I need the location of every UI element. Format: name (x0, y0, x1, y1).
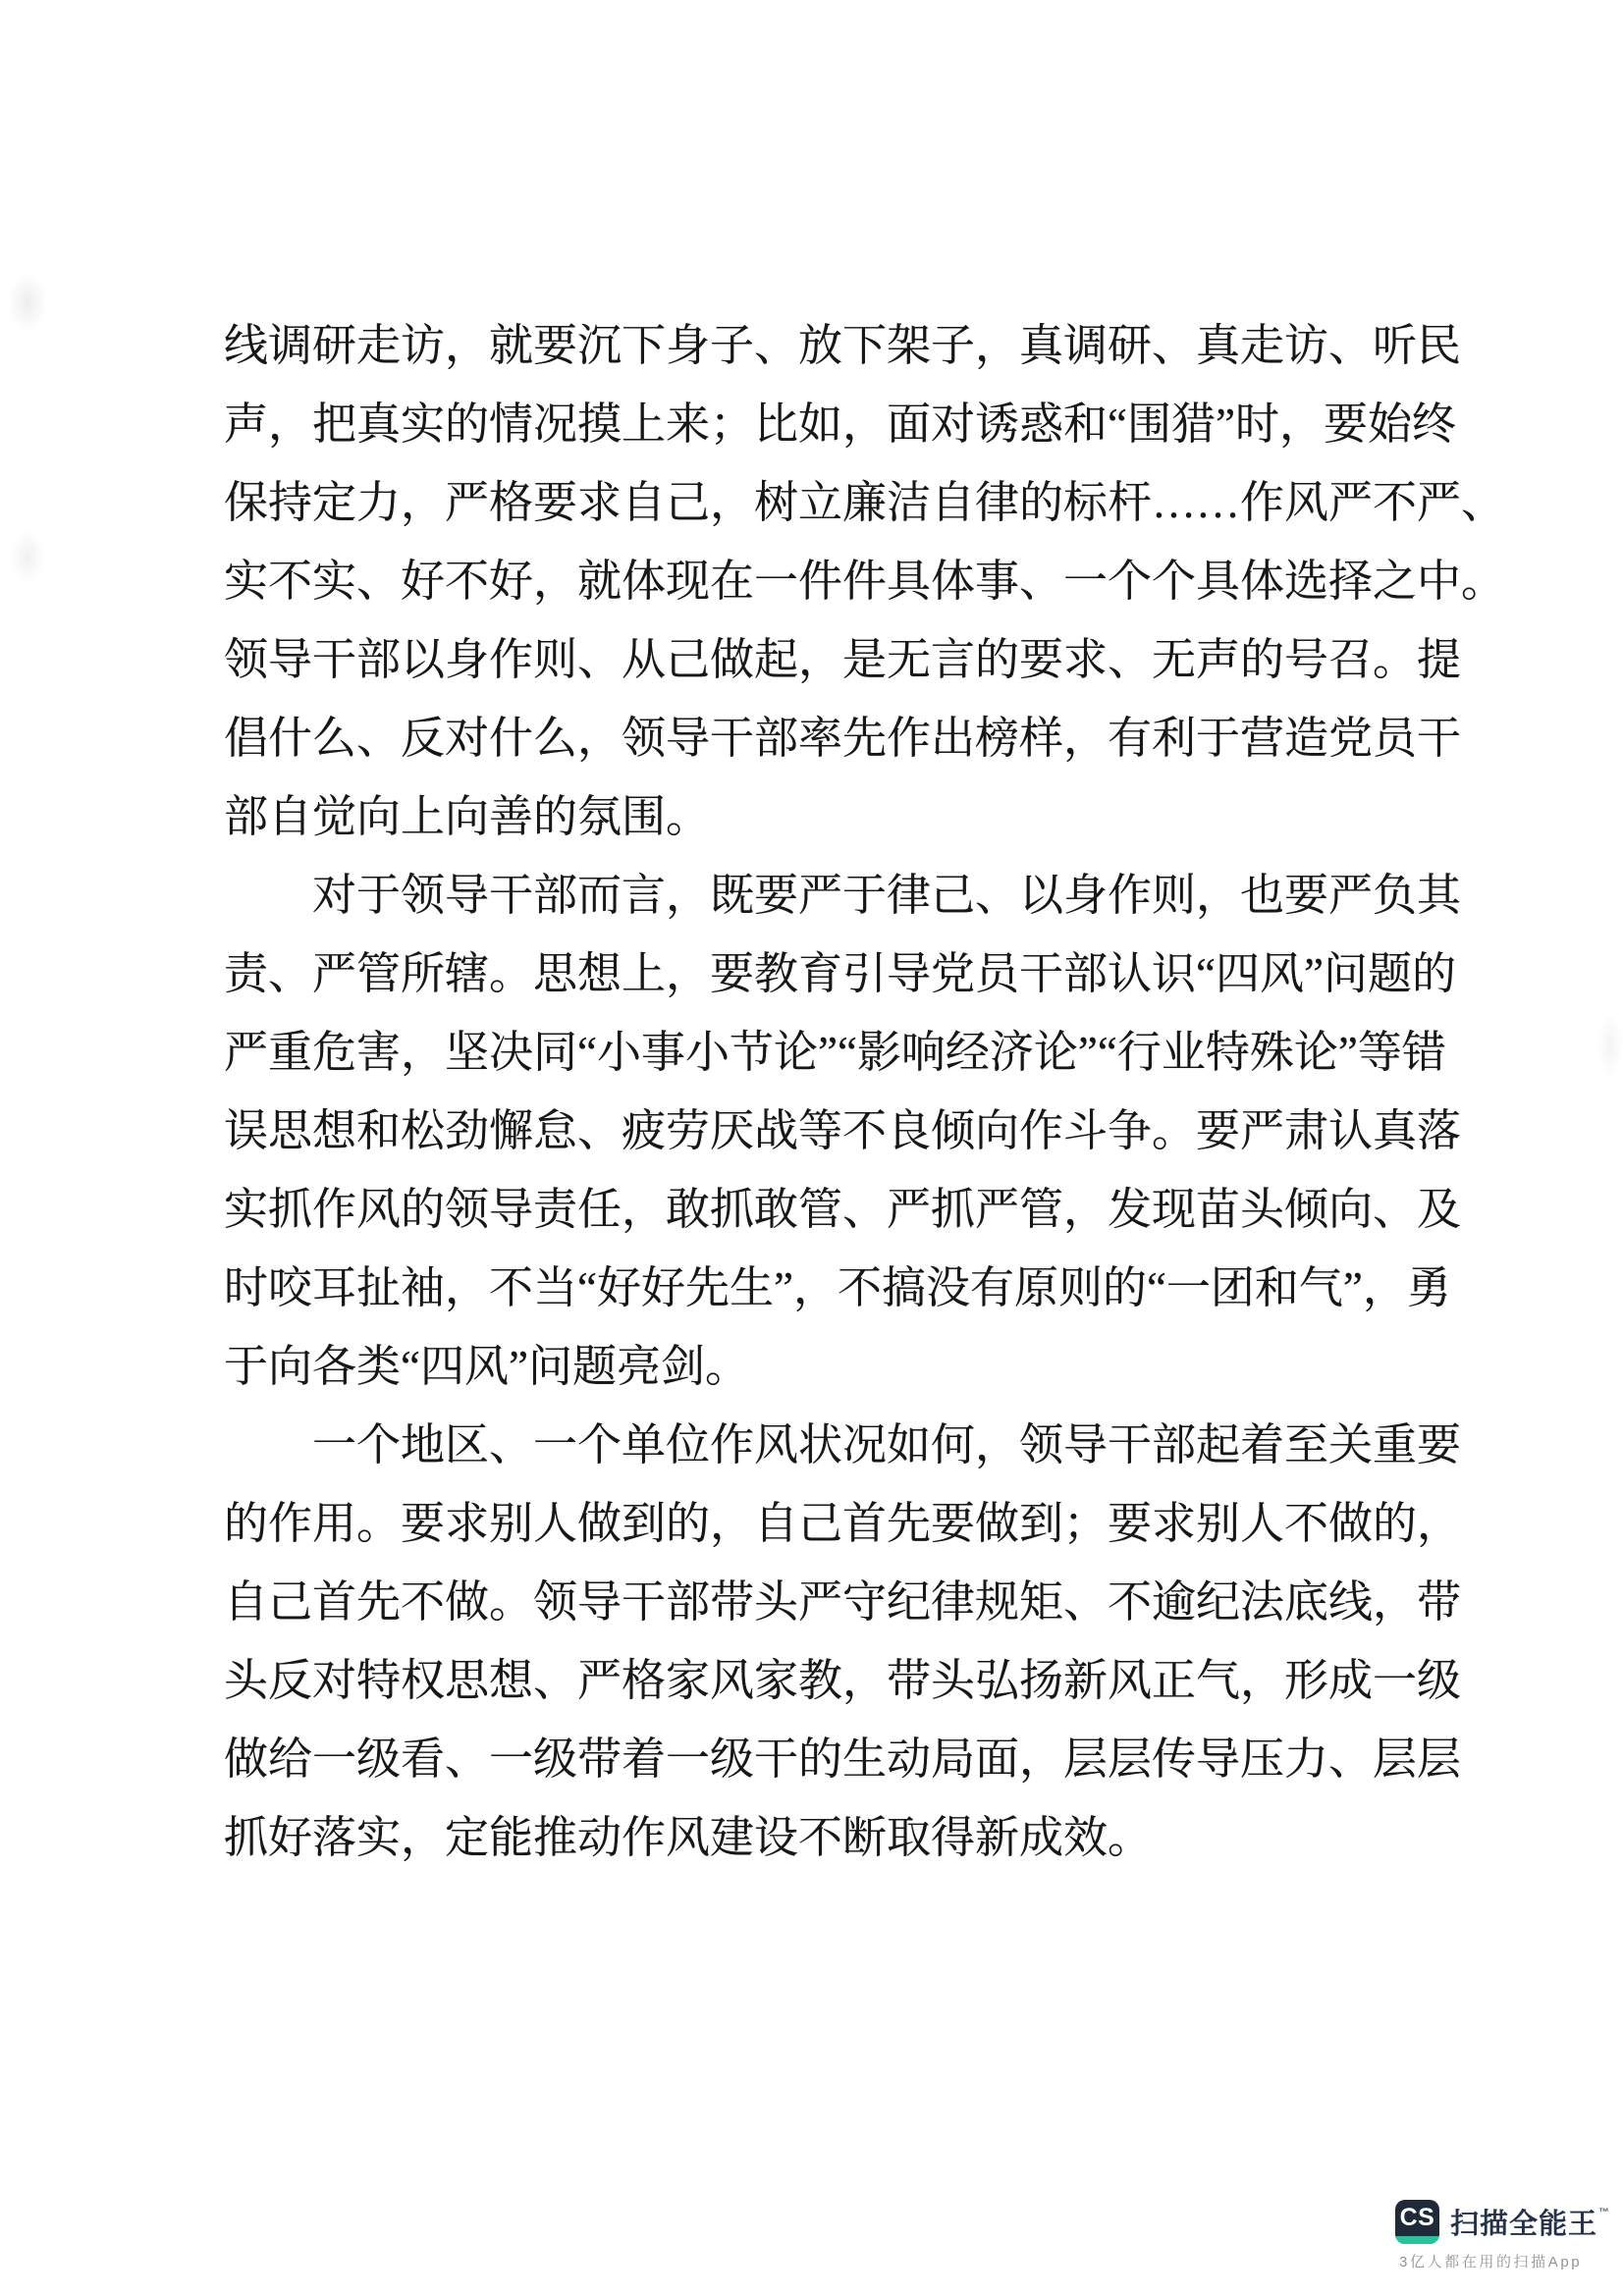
text-line: 责、严管所辖。思想上，要教育引导党员干部认识“四风”问题的 (224, 949, 1456, 998)
text-line: 保持定力，严格要求自己，树立廉洁自律的标杆……作风严不严、 (224, 478, 1506, 527)
cs-logo-letters: CS (1399, 2204, 1435, 2231)
paragraph (224, 1406, 1462, 1877)
trademark-symbol: ™ (1598, 2207, 1610, 2218)
text-line: 实不实、好不好，就体现在一件件具体事、一个个具体选择之中。 (224, 557, 1506, 606)
text-line: 的作用。要求别人做到的，自己首先要做到；要求别人不做的， (224, 1499, 1462, 1548)
scan-smudge (1597, 1011, 1623, 1080)
text-line: 自己首先不做。领导干部带头严守纪律规矩、不逾纪法底线，带 (224, 1577, 1462, 1627)
watermark-brand-row (1395, 2200, 1610, 2244)
cs-logo-accent-strip (1395, 2236, 1439, 2244)
text-line: 声，把真实的情况摸上来；比如，面对诱惑和“围猎”时，要始终 (224, 400, 1456, 449)
text-line: 时咬耳扯袖，不当“好好先生”，不搞没有原则的“一团和气”，勇 (224, 1263, 1451, 1312)
text-line: 对于领导干部而言，既要严于律己、以身作则，也要严负其 (224, 871, 1462, 920)
text-line: 头反对特权思想、严格家风家教，带头弘扬新风正气，形成一级 (224, 1656, 1462, 1705)
watermark-tagline: 3亿人都在用的扫描App (1399, 2254, 1583, 2270)
text-line: 误思想和松劲懈怠、疲劳厌战等不良倾向作斗争。要严肃认真落 (224, 1106, 1462, 1155)
text-line: 部自觉向上向善的氛围。 (224, 792, 711, 841)
scan-smudge (10, 530, 45, 585)
text-line: 领导干部以身作则、从己做起，是无言的要求、无声的号召。提 (224, 635, 1462, 684)
text-line: 倡什么、反对什么，领导干部率先作出榜样，有利于营造党员干 (224, 714, 1462, 763)
watermark-brand-name (1450, 2202, 1609, 2242)
text-line: 做给一级看、一级带着一级干的生动局面，层层传导压力、层层 (224, 1735, 1462, 1784)
camscanner-watermark (1395, 2200, 1610, 2271)
camscanner-logo-icon (1395, 2200, 1439, 2244)
text-line: 一个地区、一个单位作风状况如何，领导干部起着至关重要 (224, 1420, 1462, 1469)
text-line: 线调研走访，就要沉下身子、放下架子，真调研、真走访、听民 (224, 321, 1462, 370)
scan-smudge (8, 273, 47, 332)
text-line: 于向各类“四风”问题亮剑。 (224, 1342, 749, 1391)
paragraph (224, 306, 1506, 856)
brand-name-text: 扫描全能王 (1450, 2209, 1598, 2240)
text-line: 实抓作风的领导责任，敢抓敢管、严抓严管，发现苗头倾向、及 (224, 1185, 1462, 1234)
document-text (224, 306, 1506, 1877)
text-line: 严重危害，坚决同“小事小节论”“影响经济论”“行业特殊论”等错 (224, 1028, 1446, 1077)
text-line: 抓好落实，定能推动作风建设不断取得新成效。 (224, 1813, 1153, 1862)
paragraph (224, 856, 1462, 1406)
